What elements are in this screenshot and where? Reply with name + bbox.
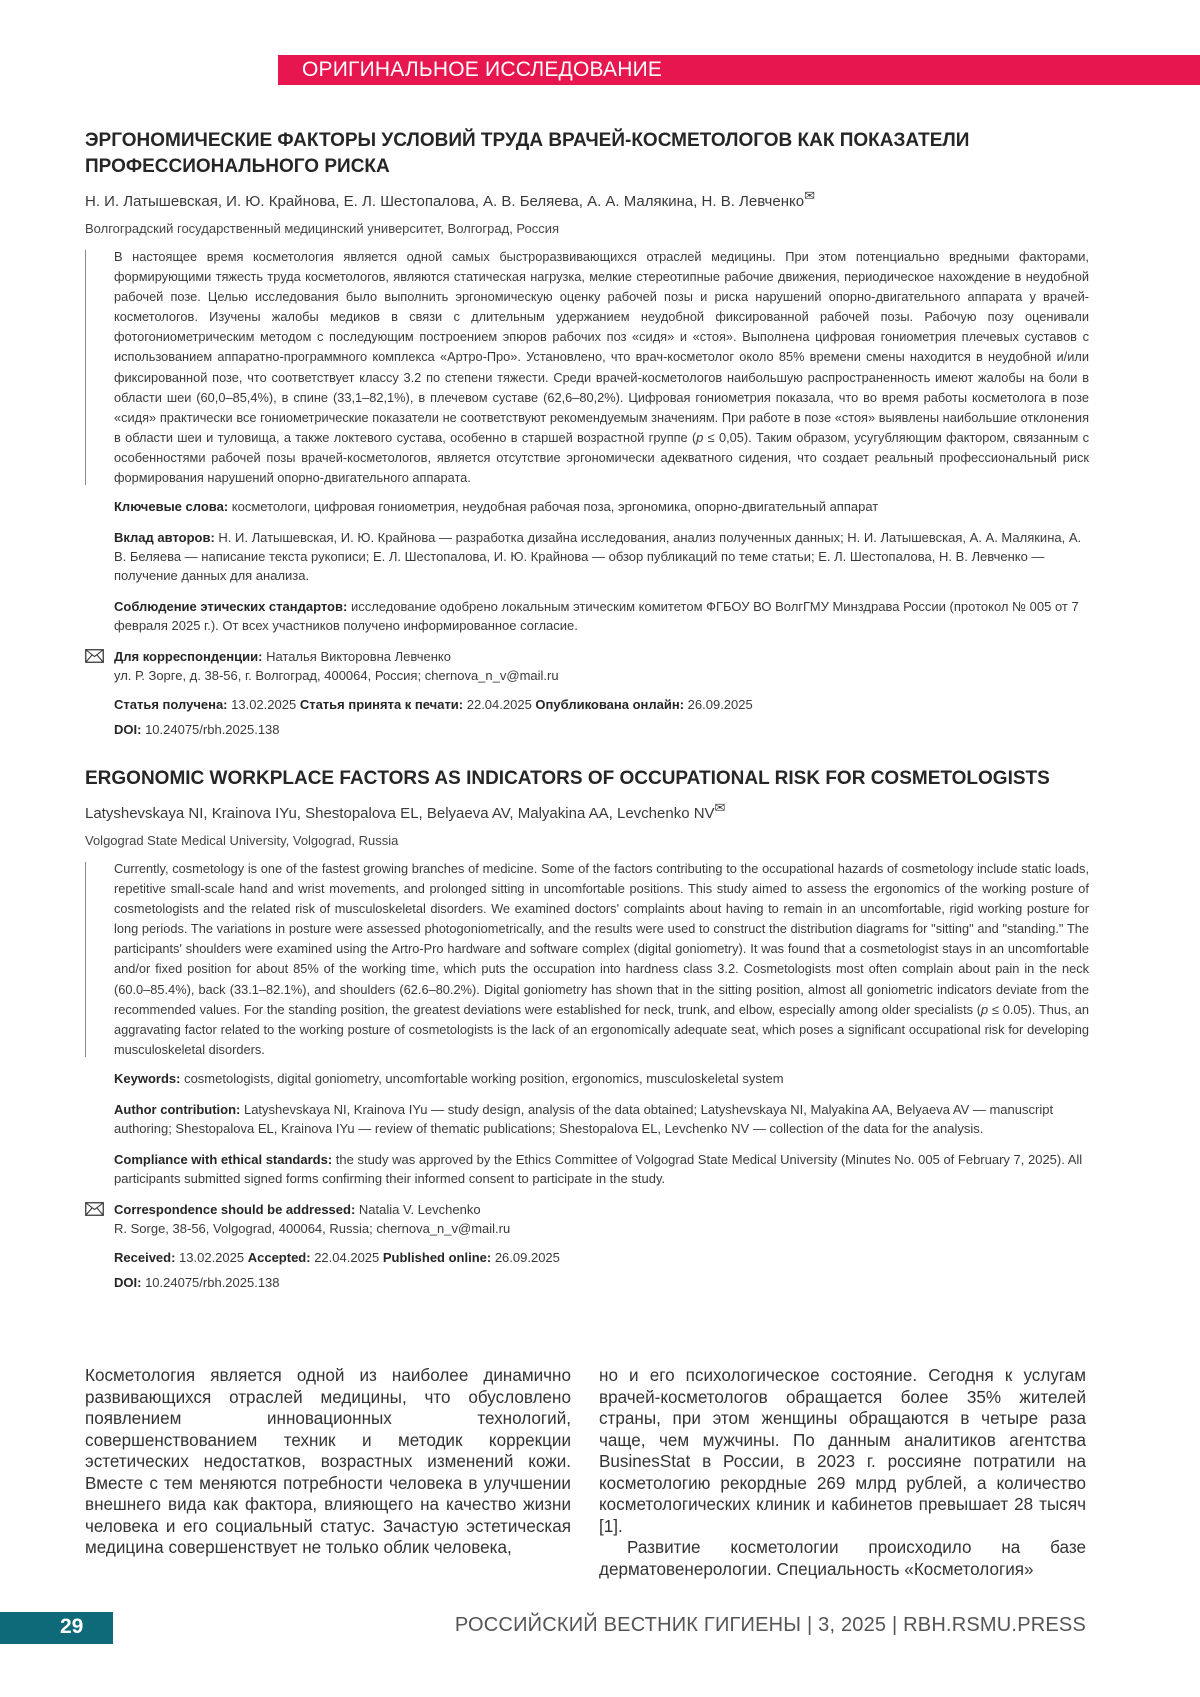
ru-doi (114, 720, 1089, 739)
body-paragraph-2: Развитие косметологии происходило на базе дерматовенерологии. Специальность «Косметология» (599, 1538, 1086, 1579)
ru-received: 13.02.2025 (227, 697, 300, 713)
ru-doi-value: 10.24075/rbh.2025.138 (141, 722, 280, 738)
en-accepted-label: Accepted: (247, 1249, 311, 1265)
ru-authors-text: Н. И. Латышевская, И. Ю. Крайнова, Е. Л. Шестопалова, А. В. Беляева, А. А. Малякина, Н. В. Левченко (85, 193, 805, 210)
ru-received-label: Статья получена: (114, 697, 228, 713)
envelope-icon (85, 649, 104, 663)
en-doi-label: DOI: (114, 1274, 142, 1290)
en-abstract-text (114, 859, 1089, 1060)
section-banner-label: ОРИГИНАЛЬНОЕ ИССЛЕДОВАНИЕ (302, 58, 663, 81)
en-received: 13.02.2025 (175, 1249, 248, 1265)
ru-accepted: 22.04.2025 (463, 697, 536, 713)
en-authors (85, 800, 1089, 822)
en-keywords-text: cosmetologists, digital goniometry, uncomfortable working position, ergonomics, musculoskeletal system (180, 1070, 784, 1086)
en-abstract-part1: Currently, cosmetology is one of the fastest growing branches of medicine. Some of the factors contributing to the occupational hazards of cosmetology include static loads, repetitive small-scale hand and wrist movements, and prolonged sitting in uncomfortable positions. This study aimed to assess the ergonomics of the working posture of cosmetologists and the related risk of musculoskeletal disorders. We examined doctors' complaints about having to remain in an uncomfortable, rigid working posture for long periods. The variations in posture were assessed photogoniometrically, and the results were used to construct the distribution diagrams for "sitting" and "standing." The participants' shoulders were examined using the Artro-Pro hardware and software complex (digital goniometry). It was found that a cosmetologist stays in an uncomfortable and/or fixed position for about 85% of the working time, which puts the occupation into hardness class 3.2. Cosmetologists most often complain about pain in the neck (60.0–85.4%), back (33.1–82.1%), and shoulders (62.6–80.2%). Digital goniometry has shown that in the sitting position, almost all goniometric indicators deviate from the recommended values. For the standing position, the greatest deviations were established for neck, trunk, and elbow, especially among older specialists ( (114, 861, 1089, 1017)
ru-abstract (85, 247, 1089, 488)
ru-affiliation: Волгоградский государственный медицинский университет, Волгоград, Россия (85, 221, 560, 236)
en-contrib-text: Latyshevskaya NI, Krainova IYu — study design, analysis of the data obtained; Latyshevskaya NI, Malyakina AA, Belyaeva AV — manuscript authoring; Shestopalova EL, Krainova IYu — review of thematic publications; Shestopalova EL, Levchenko NV — collection of the data for the analysis. (114, 1101, 1054, 1136)
ru-keywords (114, 497, 1089, 516)
en-contribution (114, 1100, 1089, 1138)
ru-contrib-label: Вклад авторов: (114, 530, 215, 546)
en-title: ERGONOMIC WORKPLACE FACTORS AS INDICATORS OF OCCUPATIONAL RISK FOR COSMETOLOGISTS (85, 768, 1050, 789)
en-dates (114, 1248, 1089, 1267)
body-paragraph-1: Косметология является одной из наиболее динамично развивающихся отраслей медицины, что обусловлено появлением инновационных технологий, совершенствованием техник и методик коррекции эстетических недостатков, возрастных изменений кожи. Вместе с тем меняются потребности человека в улучшении внешнего вида как фактора, влияющего на качество жизни человека и его социальный статус. Зачастую эстетическая медицина совершенствует не только облик человека, (85, 1366, 571, 1557)
en-ethics-label: Compliance with ethical standards: (114, 1151, 333, 1167)
english-article-header (85, 766, 1089, 1292)
en-received-label: Received: (114, 1249, 176, 1265)
body-column-right (599, 1365, 1086, 1580)
ru-authors (85, 188, 1089, 210)
en-ethics (114, 1150, 1089, 1188)
ru-contribution (114, 528, 1089, 585)
en-abstract-p: p (981, 1001, 989, 1017)
en-abstract-part2: ≤ 0.05). Thus, an aggravating factor related to the working posture of cosmetologists is the lack of an ergonomically adequate seat, which poses a significant occupational risk for developing musculoskeletal disorders. (114, 1001, 1089, 1057)
body-paragraph-1-continued: но и его психологическое состояние. Сегодня к услугам врачей-косметологов обращается более 35% жителей страны, при этом женщины обращаются в четыре раза чаще, чем мужчины. По данным аналитиков агентства BusinesStat в России, в 2023 г. россияне потратили на косметологию рекордные 269 млрд рублей, а количество косметологических клиник и кабинетов превышает 28 тысяч [1]. (599, 1366, 1086, 1536)
en-corr-name: Natalia V. Levchenko (355, 1201, 481, 1217)
en-doi (114, 1273, 1089, 1292)
ru-corr-address: ул. Р. Зорге, д. 38-56, г. Волгоград, 400064, Россия; chernova_n_v@mail.ru (114, 668, 559, 684)
ru-dates (114, 695, 1089, 714)
en-mail-mark: ✉ (714, 800, 726, 815)
ru-keywords-label: Ключевые слова: (114, 499, 229, 515)
en-published-label: Published online: (382, 1249, 492, 1265)
en-accepted: 22.04.2025 (310, 1249, 383, 1265)
ru-mail-mark: ✉ (804, 188, 815, 203)
ru-doi-label: DOI: (114, 722, 142, 738)
en-abstract (85, 859, 1089, 1060)
en-corr-label: Correspondence should be addressed: (114, 1201, 356, 1217)
ru-corr-name: Наталья Викторовна Левченко (262, 649, 451, 665)
ru-correspondence (114, 647, 1089, 685)
en-corr-address: R. Sorge, 38-56, Volgograd, 400064, Russia; chernova_n_v@mail.ru (114, 1220, 511, 1236)
en-contrib-label: Author contribution: (114, 1101, 241, 1117)
en-ethics-text: the study was approved by the Ethics Committee of Volgograd State Medical University (Minutes No. 005 of February 7, 2025). All participants submitted signed forms confirming their informed consent to participate in the study. (114, 1151, 1083, 1186)
journal-footer: РОССИЙСКИЙ ВЕСТНИК ГИГИЕНЫ | 3, 2025 | RBH.RSMU.PRESS (454, 1614, 1086, 1636)
body-column-left (85, 1365, 571, 1559)
en-correspondence (114, 1200, 1089, 1238)
ru-published-label: Опубликована онлайн: (535, 697, 685, 713)
ru-keywords-text: косметологи, цифровая гониометрия, неудобная рабочая поза, эргономика, опорно-двигательный аппарат (228, 499, 879, 515)
ru-published: 26.09.2025 (684, 697, 753, 713)
ru-accepted-label: Статья принята к печати: (299, 697, 464, 713)
en-keywords-label: Keywords: (114, 1070, 181, 1086)
ru-title: ЭРГОНОМИЧЕСКИЕ ФАКТОРЫ УСЛОВИЙ ТРУДА ВРАЧЕЙ-КОСМЕТОЛОГОВ КАК ПОКАЗАТЕЛИ ПРОФЕССИОНАЛЬНОГО РИСКА (85, 130, 970, 177)
en-affiliation: Volgograd State Medical University, Volgograd, Russia (85, 833, 399, 848)
en-authors-text: Latyshevskaya NI, Krainova IYu, Shestopalova EL, Belyaeva AV, Malyakina AA, Levchenko NV (85, 805, 715, 822)
page-number-badge (0, 1612, 113, 1644)
en-doi-value: 10.24075/rbh.2025.138 (141, 1274, 280, 1290)
ru-ethics (114, 597, 1089, 635)
en-published: 26.09.2025 (491, 1249, 560, 1265)
russian-article-header (85, 128, 1089, 739)
ru-abstract-part1: В настоящее время косметология является одной самых быстроразвивающихся отраслей медицины. При этом потенциально вредными факторами, формирующими тяжесть труда косметологов, являются статическая нагрузка, мелкие стереотипные рабочие движения, периодическое нахождение в неудобной рабочей позе. Целью исследования было выполнить эргономическую оценку рабочей позы и риска нарушений опорно-двигательного аппарата у врачей-косметологов. Изучены жалобы медиков в связи с длительным удержанием неудобной фиксированной рабочей позы. Рабочую позу оценивали фотогониометрическим методом с последующим построением эпюров рабочих поз «сидя» и «стоя». Выполнена цифровая гониометрия плечевых суставов с использованием аппаратно-программного комплекса «Артро-Про». Установлено, что врач-косметолог около 85% времени смены находится в неудобной и/или фиксированной позе, что соответствует классу 3.2 по степени тяжести. Среди врачей-косметологов наибольшую распространенность имеют жалобы на боли в области шеи (60,0–85,4%), в спине (33,1–82,1%), в плечевом суставе (62,6–80,2%). Цифровая гониометрия показала, что во время работы косметолога в позе «сидя» практически все гониометрические показатели не соответствуют рекомендуемым значениям. При работе в позе «стоя» выявлены наибольшие отклонения в области шеи и туловища, а также локтевого сустава, особенно в старшей возрастной группе ( (114, 249, 1089, 445)
ru-corr-label: Для корреспонденции: (114, 649, 263, 665)
ru-ethics-label: Соблюдение этических стандартов: (114, 599, 348, 615)
section-banner (278, 55, 1200, 85)
envelope-icon (85, 1202, 104, 1216)
page-number: 29 (60, 1615, 84, 1638)
ru-contrib-text: Н. И. Латышевская, И. Ю. Крайнова — разработка дизайна исследования, анализ полученных данных; Н. И. Латышевская, А. А. Малякина, А. В. Беляева — написание текста рукописи; Е. Л. Шестопалова, И. Ю. Крайнова — обзор публикаций по теме статьи; Е. Л. Шестопалова, Н. В. Левченко — получение данных для анализа. (114, 530, 1082, 584)
ru-abstract-part2: ≤ 0,05). Таким образом, усугубляющим фактором, связанным с особенностями рабочей позы врачей-косметологов, является отсутствие эргономически адекватного сидения, что создает реальный профессиональный риск формирования нарушений опорно-двигательного аппарата. (114, 429, 1089, 486)
ru-abstract-text (114, 247, 1089, 488)
ru-abstract-p: p (696, 429, 704, 445)
ru-ethics-text: исследование одобрено локальным этическим комитетом ФГБОУ ВО ВолгГМУ Минздрава России (протокол № 005 от 7 февраля 2025 г.). От всех участников получено информированное согласие. (114, 599, 1079, 634)
en-keywords (114, 1069, 1089, 1088)
